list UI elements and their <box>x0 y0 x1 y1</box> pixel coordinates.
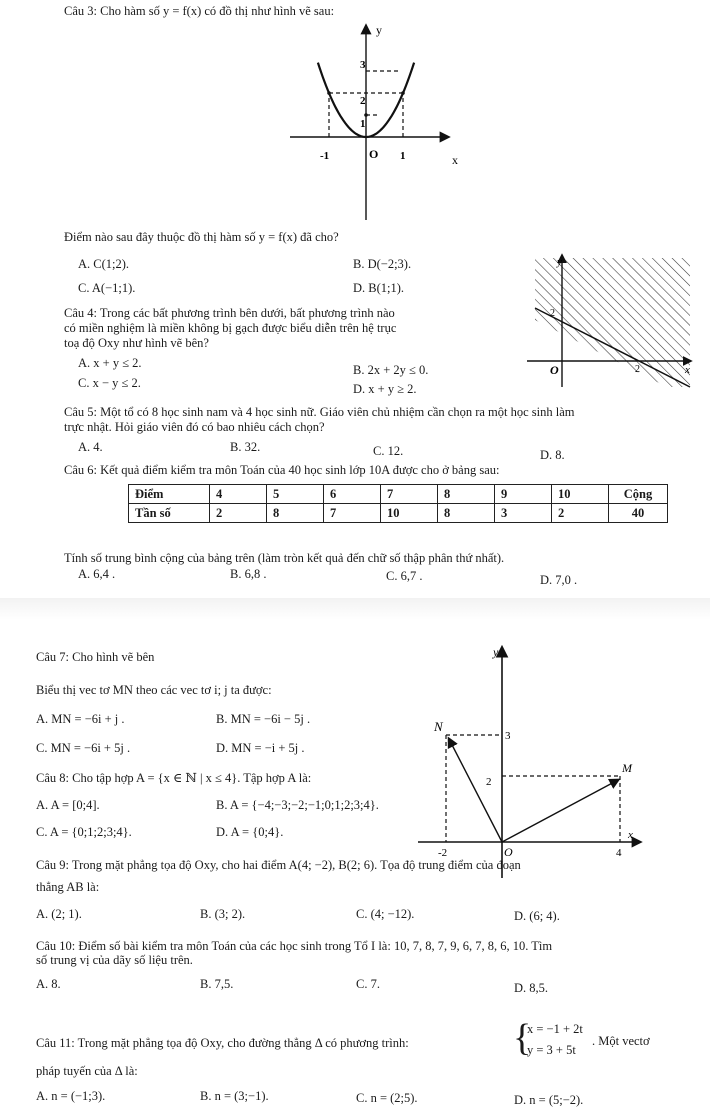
q8-option-c[interactable]: C. A = {0;1;2;3;4}. <box>36 825 132 839</box>
q7-x-label: x <box>628 829 633 841</box>
q3-xtick-neg1: -1 <box>320 150 330 162</box>
q5-option-d[interactable]: D. 8. <box>540 448 565 462</box>
q5-option-a[interactable]: A. 4. <box>78 440 103 454</box>
page-divider <box>0 598 710 620</box>
q4-ytick-2: 2 <box>550 308 555 319</box>
q8-stem: Câu 8: Cho tập hợp A = {x ∈ ℕ | x ≤ 4}. Tập hợp A là: <box>36 771 312 785</box>
q7-line2: Biểu thị vec tơ MN theo các vec tơ i; j ta được: <box>36 683 272 697</box>
q3-ytick-1: 1 <box>360 118 366 130</box>
q4-option-c[interactable]: C. x − y ≤ 2. <box>78 376 141 390</box>
q3-marked-point <box>327 91 331 95</box>
q3-ytick-2: 2 <box>360 95 366 107</box>
q7-xtick-neg2: -2 <box>438 847 448 859</box>
table-cell: 5 <box>267 485 324 504</box>
q4-x-label: x <box>685 364 690 376</box>
q6-option-d[interactable]: D. 7,0 . <box>540 573 578 587</box>
table-cell: 7 <box>324 504 381 523</box>
table-cell: 2 <box>552 504 609 523</box>
table-cell: 8 <box>438 485 495 504</box>
q7-vector-graph <box>418 642 648 882</box>
q3-option-b[interactable]: B. D(−2;3). <box>353 257 412 271</box>
q11-option-a[interactable]: A. n = (−1;3). <box>36 1089 106 1103</box>
q6-frequency-table <box>128 484 668 523</box>
q10-option-a[interactable]: A. 8. <box>36 977 61 991</box>
table-cell: 9 <box>495 485 552 504</box>
q3-intro: Câu 3: Cho hàm số y = f(x) có đồ thị như hình vẽ sau: <box>64 4 335 18</box>
q11-option-d[interactable]: D. n = (5;−2). <box>514 1093 584 1107</box>
table-cell: 10 <box>552 485 609 504</box>
q4-line1: Câu 4: Trong các bất phương trình bên dưới, bất phương trình nào <box>64 306 395 320</box>
q7-option-a[interactable]: A. MN = −6i + j . <box>36 712 125 726</box>
q6-intro: Câu 6: Kết quả điểm kiểm tra môn Toán của 40 học sinh lớp 10A được cho ở bảng sau: <box>64 463 500 477</box>
q7-vector-om <box>502 780 618 842</box>
q6-option-a[interactable]: A. 6,4 . <box>78 567 116 581</box>
table-cell: 10 <box>381 504 438 523</box>
q6-option-c[interactable]: C. 6,7 . <box>386 569 423 583</box>
table-cell: 3 <box>495 504 552 523</box>
q3-xtick-1: 1 <box>400 150 406 162</box>
q7-option-b[interactable]: B. MN = −6i − 5j . <box>216 712 311 726</box>
q10-option-b[interactable]: B. 7,5. <box>200 977 234 991</box>
q7-vector-on <box>449 739 502 842</box>
table-cell: Điểm <box>129 485 210 504</box>
q10-option-c[interactable]: C. 7. <box>356 977 380 991</box>
q9-line1: Câu 9: Trong mặt phẳng tọa độ Oxy, cho hai điểm A(4; −2), B(2; 6). Tọa độ trung điểm của đoạn <box>36 858 521 872</box>
q11-system-brace: { <box>513 1017 532 1059</box>
q11-after: . Một vectơ <box>592 1034 650 1048</box>
q7-xtick-4: 4 <box>616 847 622 859</box>
q9-option-d[interactable]: D. (6; 4). <box>514 909 560 923</box>
table-cell: Tần số <box>129 504 210 523</box>
table-cell: 2 <box>210 504 267 523</box>
q10-option-d[interactable]: D. 8,5. <box>514 981 549 995</box>
table-cell: 7 <box>381 485 438 504</box>
q6-option-b[interactable]: B. 6,8 . <box>230 567 267 581</box>
q11-system-eq2: y = 3 + 5t <box>527 1043 576 1057</box>
q4-option-b[interactable]: B. 2x + 2y ≤ 0. <box>353 363 429 377</box>
q7-origin: O <box>504 845 513 859</box>
q11-system-eq1: x = −1 + 2t <box>527 1022 583 1036</box>
q3-parabola-graph <box>280 20 480 225</box>
q3-option-c[interactable]: C. A(−1;1). <box>78 281 136 295</box>
q3-ytick-3: 3 <box>360 59 366 71</box>
q9-option-c[interactable]: C. (4; −12). <box>356 907 415 921</box>
table-cell: 4 <box>210 485 267 504</box>
table-cell: 8 <box>438 504 495 523</box>
q3-option-d[interactable]: D. B(1;1). <box>353 281 405 295</box>
q4-origin: O <box>550 363 559 377</box>
q5-option-c[interactable]: C. 12. <box>373 444 404 458</box>
q3-marked-point <box>364 113 368 117</box>
q11-option-b[interactable]: B. n = (3;−1). <box>200 1089 269 1103</box>
q9-line2: thẳng AB là: <box>36 880 100 894</box>
q4-option-a[interactable]: A. x + y ≤ 2. <box>78 356 142 370</box>
q3-question: Điểm nào sau đây thuộc đồ thị hàm số y = f(x) đã cho? <box>64 230 339 244</box>
q7-line1: Câu 7: Cho hình vẽ bên <box>36 650 155 664</box>
q4-xtick-2: 2 <box>635 364 640 375</box>
q8-option-a[interactable]: A. A = [0;4]. <box>36 798 100 812</box>
table-cell: 6 <box>324 485 381 504</box>
q11-line2: pháp tuyến của Δ là: <box>36 1064 138 1078</box>
q7-option-d[interactable]: D. MN = −i + 5j . <box>216 741 305 755</box>
q3-origin: O <box>369 147 379 161</box>
q5-option-b[interactable]: B. 32. <box>230 440 261 454</box>
q3-option-a[interactable]: A. C(1;2). <box>78 257 130 271</box>
q4-inequality-graph <box>525 250 700 395</box>
table-cell: Cộng <box>609 485 668 504</box>
q3-marked-point <box>401 91 405 95</box>
q7-ytick-3: 3 <box>505 730 511 742</box>
q4-option-d[interactable]: D. x + y ≥ 2. <box>353 382 417 396</box>
q7-point-n: N <box>434 719 443 734</box>
q5-line1: Câu 5: Một tổ có 8 học sinh nam và 4 học sinh nữ. Giáo viên chủ nhiệm cần chọn ra một học sinh làm <box>64 405 575 419</box>
q6-question: Tính số trung bình cộng của bảng trên (làm tròn kết quả đến chữ số thập phân thứ nhất). <box>64 551 505 565</box>
q11-line1: Câu 11: Trong mặt phẳng tọa độ Oxy, cho đường thẳng Δ có phương trình: <box>36 1036 409 1050</box>
q3-y-label: y <box>376 23 382 37</box>
q4-y-label: y <box>557 256 562 268</box>
table-cell: 40 <box>609 504 668 523</box>
q5-line2: trực nhật. Hỏi giáo viên đó có bao nhiêu cách chọn? <box>64 420 325 434</box>
q7-ytick-2: 2 <box>486 776 492 788</box>
q7-point-m: M <box>622 761 632 775</box>
q4-line3: toạ độ Oxy như hình vẽ bên? <box>64 336 209 350</box>
table-row <box>129 485 668 504</box>
q9-option-a[interactable]: A. (2; 1). <box>36 907 82 921</box>
q8-option-b[interactable]: B. A = {−4;−3;−2;−1;0;1;2;3;4}. <box>216 798 379 812</box>
q9-option-b[interactable]: B. (3; 2). <box>200 907 246 921</box>
q11-option-c[interactable]: C. n = (2;5). <box>356 1091 418 1105</box>
q3-x-label: x <box>452 153 458 167</box>
q4-line2: có miền nghiệm là miền không bị gạch được biểu diễn trên hệ trục <box>64 321 397 335</box>
q7-y-label: y <box>493 645 499 659</box>
table-cell: 8 <box>267 504 324 523</box>
table-row <box>129 504 668 523</box>
q8-option-d[interactable]: D. A = {0;4}. <box>216 825 284 839</box>
q10-line1: Câu 10: Điểm số bài kiểm tra môn Toán của các học sinh trong Tổ I là: 10, 7, 8, 7, 9, 6, 7, 8, 6, 10. Tìm <box>36 939 553 953</box>
q7-option-c[interactable]: C. MN = −6i + 5j . <box>36 741 131 755</box>
q10-line2: số trung vị của dãy số liệu trên. <box>36 953 193 967</box>
